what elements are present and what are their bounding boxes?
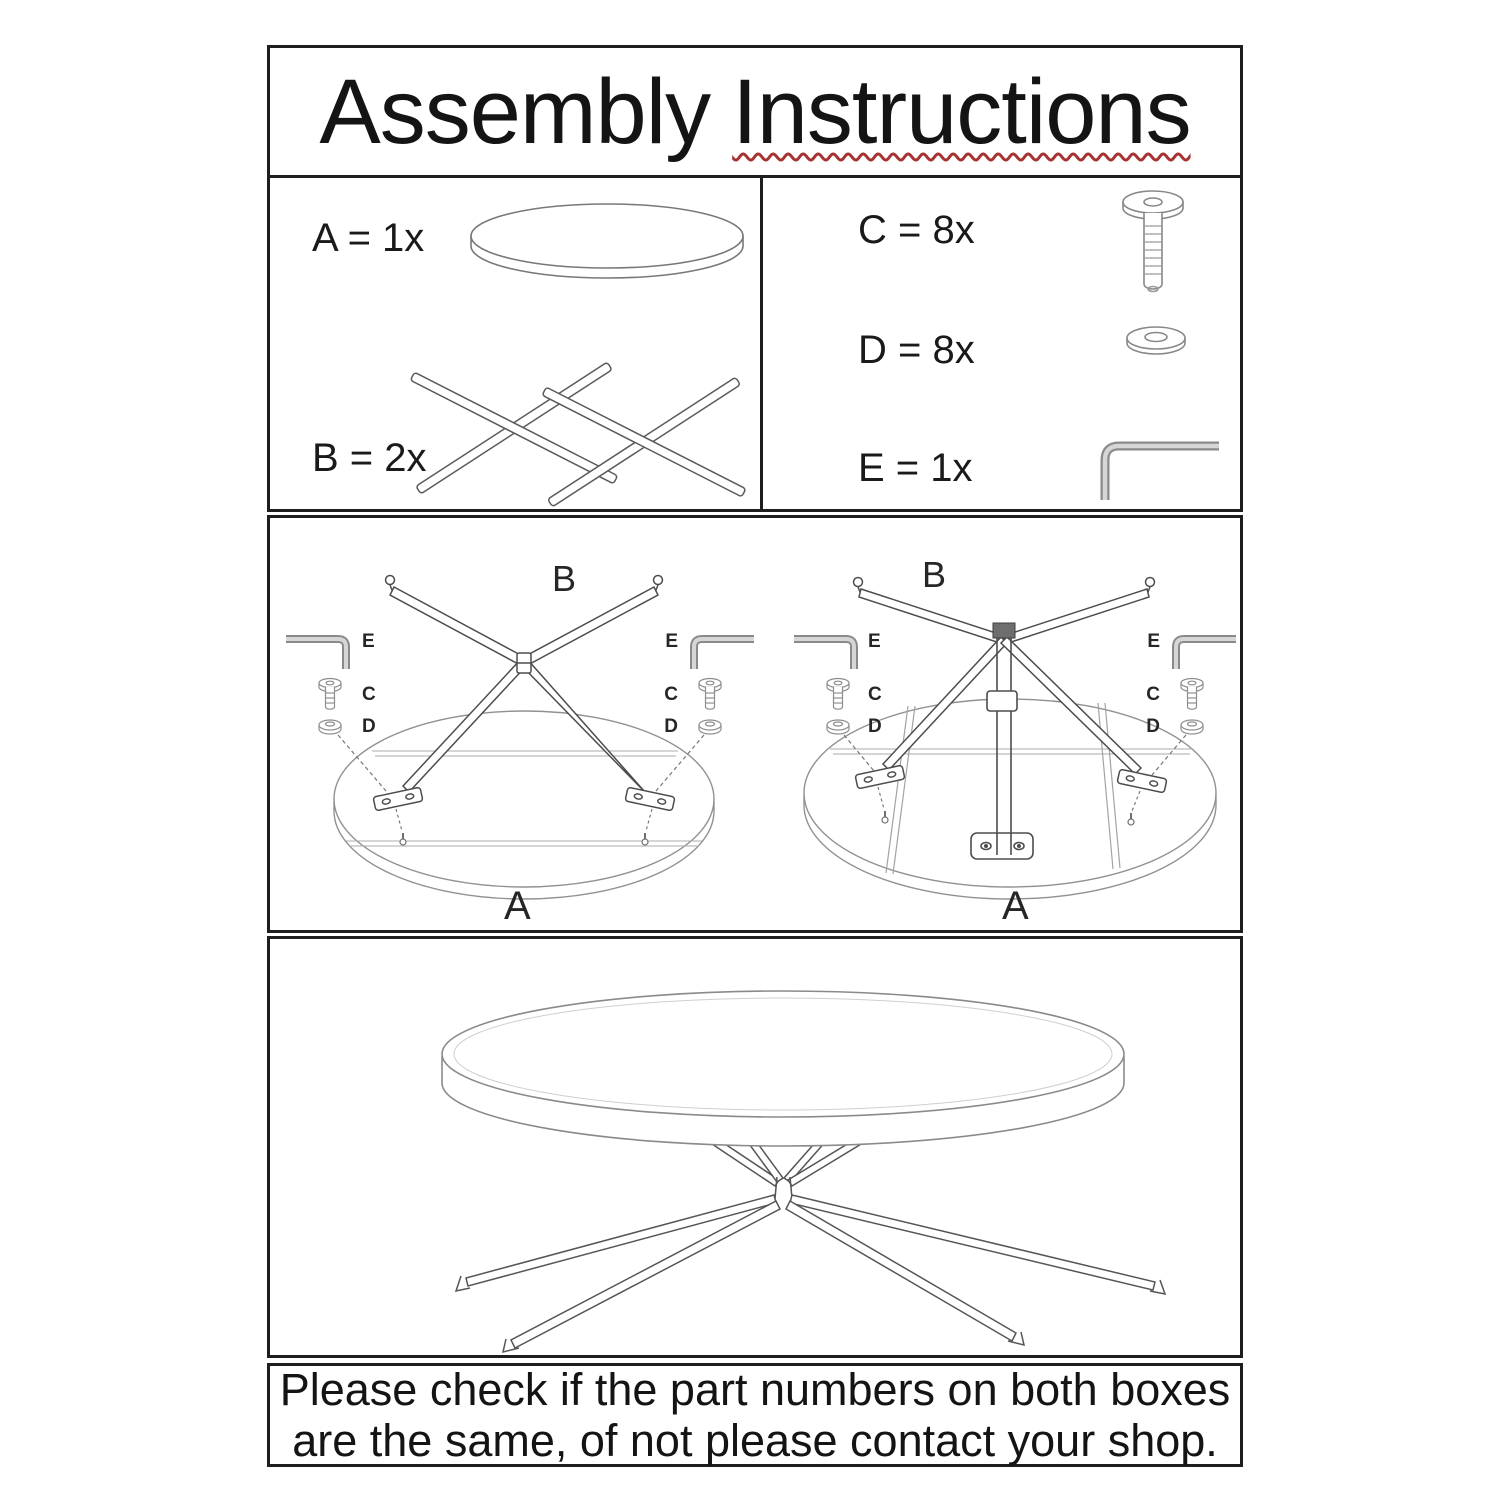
- callout-c-label: C: [664, 684, 678, 705]
- callout-e-label: E: [362, 631, 375, 652]
- callout-d-label: D: [868, 716, 882, 737]
- parts-list-left: [267, 175, 763, 512]
- assembly-step-1-diagram: [280, 543, 760, 933]
- callout-e-label: E: [1147, 631, 1160, 652]
- callout-c-label: C: [1146, 684, 1160, 705]
- diagram-label-a: A: [504, 884, 531, 928]
- callout-d-label: D: [1146, 716, 1160, 737]
- table-top: [442, 991, 1124, 1146]
- finished-table-section: [267, 936, 1243, 1358]
- title-section: [267, 45, 1243, 178]
- title-word-assembly: Assembly: [319, 60, 711, 163]
- table-top-icon: [462, 194, 752, 294]
- part-e-label: E = 1x: [858, 446, 973, 490]
- assembly-step-2-diagram: [760, 543, 1240, 933]
- finished-table-illustration: [270, 939, 1240, 1355]
- allen-key-icon: [1091, 434, 1226, 506]
- diagram-label-a: A: [1002, 884, 1029, 928]
- washer-icon: [1111, 316, 1201, 371]
- title-word-instructions: Instructions: [732, 60, 1191, 163]
- callout-e-label: E: [665, 631, 678, 652]
- part-d-label: D = 8x: [858, 328, 975, 372]
- callout-e-label: E: [868, 631, 881, 652]
- footer-note-section: [267, 1363, 1243, 1467]
- callout-d-label: D: [664, 716, 678, 737]
- footer-line-1: Please check if the part numbers on both boxes: [279, 1364, 1231, 1415]
- bolt-icon: [1108, 186, 1198, 306]
- callout-c-label: C: [362, 684, 376, 705]
- footer-line-2: are the same, of not please contact your shop.: [292, 1415, 1218, 1466]
- instruction-sheet: [267, 45, 1243, 1467]
- diagram-label-b: B: [922, 554, 947, 595]
- callout-c-label: C: [868, 684, 882, 705]
- callout-d-label: D: [362, 716, 376, 737]
- part-a-label: A = 1x: [312, 216, 425, 260]
- part-b-label: B = 2x: [312, 436, 427, 480]
- cross-legs-icon: [388, 340, 758, 520]
- diagram-label-b: B: [552, 558, 577, 599]
- part-c-label: C = 8x: [858, 208, 975, 252]
- cross-leg-2: [542, 377, 746, 507]
- parts-list-right: [760, 175, 1243, 512]
- assembly-steps-section: [267, 515, 1243, 933]
- page-title: [319, 60, 1191, 163]
